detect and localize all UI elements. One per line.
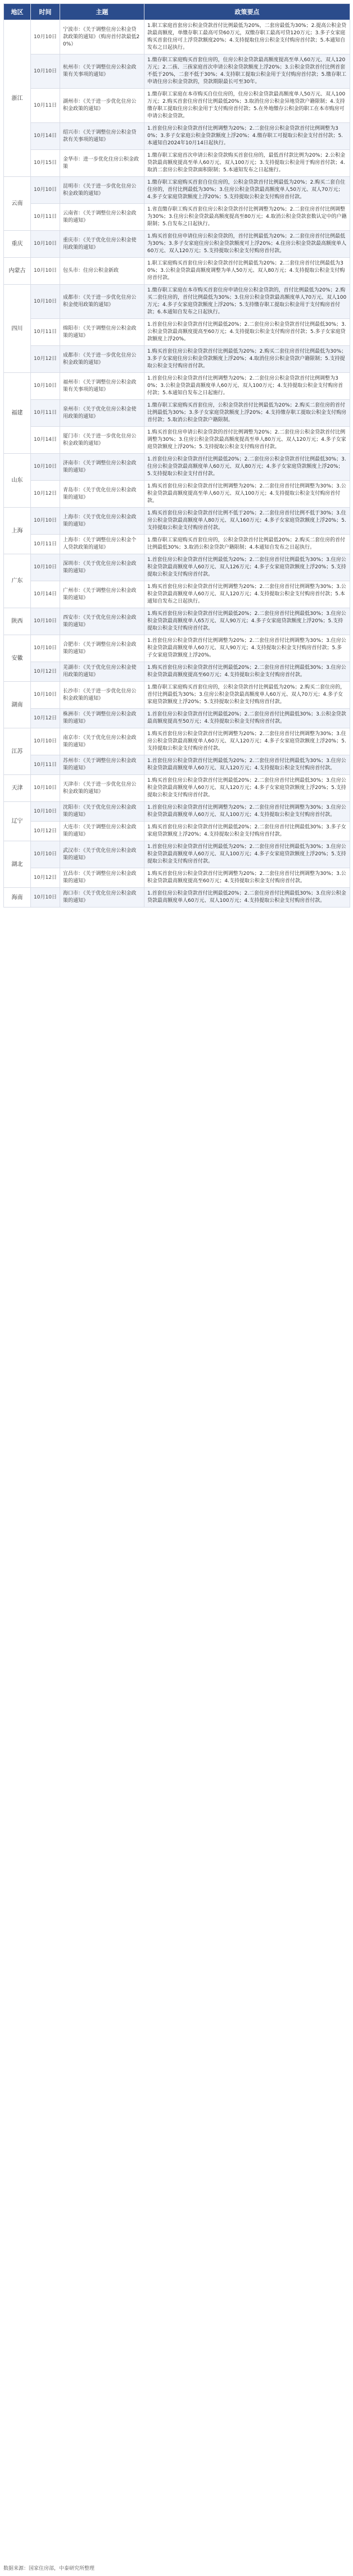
table-row [4,258,350,285]
theme-cell: 长沙市：《关于进一步优化住房公积金政策的通知》 [60,682,144,709]
content-cell: 1.缴存职工家庭购买首套住房的，公积金贷款首付比例最低20%；2.购买二套住房的首付比例最低30%；3.取消公积金贷款户籍限制；4.本通知自发布之日起执行。 [144,535,350,554]
content-cell: 1.首套住房公积金贷款首付比例最低为20%；2.二套住房首付比例最低为30%；3.住房公积金贷款最高额度单人60万元、双人120万元；4.支持提取公积金支付购房首付款。 [144,755,350,775]
table-row [4,662,350,682]
table-row [4,608,350,635]
content-cell: 1.购买首套住房公积金贷款首付比例最低20%；2.二套住房首付比例最低30%；3.多子女家庭贷款额度上浮20%；4.支持提取公积金支付购房首付款。 [144,822,350,841]
content-cell: 1.首套住房公积金贷款首付比例调整为20%；2.二套住房首付比例调整为30%；3.住房公积金贷款最高额度单人60万元、双人90万元；4.支持提取公积金支付购房首付款；5.多子女家庭贷款额度上浮20%。 [144,635,350,662]
region-cell: 浙江 [4,20,31,177]
date-cell: 10月11日 [31,755,60,775]
table-body [4,20,350,908]
table-row [4,150,350,177]
theme-cell: 泉州市：《关于优化住房公积金使用政策的通知》 [60,400,144,427]
date-cell: 10月10日 [31,682,60,709]
region-cell: 天津 [4,775,31,802]
region-cell: 陕西 [4,608,31,635]
table-row [4,373,350,400]
table-row [4,802,350,822]
table-row [4,400,350,427]
content-cell: 1.缴存职工家庭在本市购买首套住房申请住房公积金贷款的，首付比例最低为20%；2.购买二套住房的，首付比例最低为30%；3.住房公积金贷款最高额度单人70万元、双人100万元；4.多子女家庭贷款额度上浮20%；5.支持缴存职工提取公积金用于支付购房首付款；6.本通知自发布之日起执行。 [144,285,350,319]
content-cell: 1.购买首套住房公积金贷款首付比例最低20%；2.二套住房首付比例最低30%；3.住房公积金贷款最高额度单人65万元、双人90万元；4.多子女家庭贷款额度上浮20%；5.支持提取公积金支付购房首付款。 [144,608,350,635]
content-cell: 1.首套住房公积金贷款首付比例最低为20%；2.二套住房首付比例最低为30%；3.住房公积金贷款最高额度单人60万元、双人126万元；4.多子女家庭贷款额度上浮20%；5.支持提取公积金支付购房首付款。 [144,554,350,581]
theme-cell: 绍兴市：《关于调整住房公积金贷款有关事项的通知》 [60,123,144,150]
date-cell: 10月11日 [31,400,60,427]
table-row [4,20,350,54]
table-row [4,728,350,755]
header-date: 时间 [31,4,60,20]
date-cell: 10月10日 [31,231,60,258]
table-row [4,319,350,346]
source-note: 数据来源：国家住房部，中泰研究所整理 [3,2566,95,2572]
theme-cell: 上海市：《关于优化住房公积金政策的通知》 [60,508,144,535]
date-cell: 10月12日 [31,868,60,888]
theme-cell: 南京市：《关于优化住房公积金政策的通知》 [60,728,144,755]
theme-cell: 上海市：《关于调整住房公积金个人贷款政策的通知》 [60,535,144,554]
date-cell: 10月10日 [31,635,60,662]
date-cell: 10月10日 [31,554,60,581]
table-row [4,709,350,728]
content-cell: 1.购买首套住房公积金贷款首付比例最低20%；2.二套住房首付比例最低30%；3.住房公积金贷款最高额度单人60万元、双人120万元；4.多子女家庭贷款额度上浮20%；5.支持提取公积金支付购房首付款。 [144,775,350,802]
content-cell: 1.首套住房公积金贷款首付比例调整为20%；2.二套住房首付比例调整为30%；3.住房公积金贷款最高额度单人60万元、双人100万元；4.支持提取公积金支付购房首付款。 [144,802,350,822]
date-cell: 10月10日 [31,54,60,89]
table-row [4,554,350,581]
content-cell: 1.缴存职工家庭购买首套住房的，公积金贷款首付比例最低为20%；2.购买二套住房的，首付比例最低为30%；3.住房公积金贷款最高额度单人60万元、双人70万元；4.多子女家庭贷款额度上浮20%；5.支持提取公积金支付购房首付款。 [144,682,350,709]
date-cell: 10月11日 [31,319,60,346]
content-cell: 1.首套住房公积金贷款首付比例最低为20%；2.二套住房首付比例最低为30%；3.住房公积金贷款最高额度单人60万元、双人100万元；4.多子女家庭贷款额度上浮20%；5.支持提取公积金支付购房首付款。 [144,841,350,868]
theme-cell: 海口市：《关于优化住房公积金政策的通知》 [60,888,144,908]
date-cell: 10月10日 [31,20,60,54]
date-cell: 10月10日 [31,775,60,802]
date-cell: 10月14日 [31,427,60,454]
content-cell: 1.缴存职工家庭购买首套住房的，住房公积金贷款最高额度提高至单人60万元、双人120万元；2.二孩、三孩家庭首次申请公积金贷款额度上浮20%；3.公积金贷款首付比例首套不低于20%，二套不低于30%；4.支持职工提取公积金用于支付购房首付款；5.缴存职工申请住房公积金贷款的，贷款期限最长可至30年。 [144,54,350,89]
theme-cell: 成都市：《关于进一步优化住房公积金使用政策的通知》 [60,285,144,319]
region-cell: 湖南 [4,682,31,728]
content-cell: 1.购买首套住房公积金贷款首付比例最低为20%；2.购买二套住房首付比例最低为30%；3.多子女家庭住房公积金贷款额度上浮20%；4.取消住房公积金贷款户籍限制；5.支持提取公积金支付购房首付款。 [144,346,350,373]
content-cell: 1.缴存职工家庭首次申请公积金贷款购买首套住房的，最低首付款比例为20%；2.公积金贷款最高额度提高至单人60万元、双人100万元；3.支持提取公积金用于购房首付款；4.取消二套房公积金贷款面积限制；5.本通知发布之日起施行。 [144,150,350,177]
date-cell: 10月12日 [31,662,60,682]
theme-cell: 济南市：《关于调整住房公积金政策的通知》 [60,454,144,481]
theme-cell: 宁波市：《关于调整住房公积金贷款政策的通知》（购房首付款最低20%） [60,20,144,54]
header-region: 地区 [4,4,31,20]
table-row [4,204,350,231]
theme-cell: 苏州市：《关于调整住房公积金政策的通知》 [60,755,144,775]
table-row [4,775,350,802]
content-cell: 1.购买首套住房公积金贷款首付比例调整为20%；2.二套住房首付比例调整为30%；3.公积金贷款最高额度提高至单人60万元、双人100万元；4.支持提取公积金支付购房首付款。 [144,481,350,508]
theme-cell: 绵阳市：《关于调整住房公积金政策的通知》 [60,319,144,346]
content-cell: 1.首套住房公积金贷款首付比例最低20%；2.二套住房首付比例最低30%；3.住房公积金贷款最高额度单人60万元、双人100万元；4.支持提取公积金支付购房首付款。 [144,888,350,908]
content-cell: 1.缴存职工家庭购买首套自住住房的，公积金贷款首付比例最低为20%；2.购买二套自住住房的，首付比例最低为30%；3.住房公积金贷款最高额度单人50万元、双人70万元；4.多子女家庭贷款额度上浮20%；5.支持提取公积金支付购房首付款。 [144,177,350,204]
theme-cell: 包头市：住房公积金新政 [60,258,144,285]
table-row [4,841,350,868]
theme-cell: 重庆市：《关于优化住房公积金使用政策的通知》 [60,231,144,258]
table-row [4,454,350,481]
header-theme: 主题 [60,4,144,20]
date-cell: 10月10日 [31,888,60,908]
date-cell: 10月10日 [31,258,60,285]
date-cell: 10月10日 [31,841,60,868]
table-row [4,822,350,841]
table-row [4,888,350,908]
theme-cell: 金华市：进一步优化住房公积金政策 [60,150,144,177]
table-row [4,481,350,508]
table-row [4,755,350,775]
region-cell: 山东 [4,454,31,508]
theme-cell: 宜昌市：《关于调整住房公积金政策的通知》 [60,868,144,888]
table-row [4,635,350,662]
date-cell: 10月12日 [31,481,60,508]
region-cell: 云南 [4,177,31,231]
theme-cell: 昆明市：《关于进一步优化住房公积金政策的通知》 [60,177,144,204]
region-cell: 江苏 [4,728,31,775]
date-cell: 10月10日 [31,177,60,204]
table-row [4,682,350,709]
content-cell: 1.购买首套住房公积金贷款首付比例调整为20%；2.二套住房首付比例调整为30%；3.公积金贷款最高额度单人60万元、双人120万元；4.支持提取公积金支付购房首付款；5.本通知自发布之日起执行。 [144,581,350,608]
theme-cell: 芜湖市：《关于优化住房公积金使用政策的通知》 [60,662,144,682]
theme-cell: 天津市：《关于进一步优化住房公积金政策的通知》 [60,775,144,802]
table-row [4,285,350,319]
region-cell: 四川 [4,285,31,373]
theme-cell: 云南省：《关于调整住房公积金政策的通知》 [60,204,144,231]
header-content: 政策要点 [144,4,350,20]
date-cell: 10月12日 [31,822,60,841]
table-header-row [4,4,350,20]
content-cell: 1.职工家庭首套房公积金贷款首付比例最低为20%，二套房最低为30%；2.提高公积金贷款最高额度，单缴存职工最高可贷60万元，双缴存职工最高可贷120万元；3.多子女家庭购买首套住房可上浮贷款额度20%；4.支持提取住房公积金支付购房首付款；5.本通知自发布之日起执行。 [144,20,350,54]
content-cell: 1.缴存职工家庭购买首套住房，公积金贷款首付比例最低为20%；2.购买二套住房的首付比例最低为30%；3.多子女家庭贷款额度上浮20%；4.支持缴存职工提取公积金支付购房首付款；5.取消公积金贷款户籍限制。 [144,400,350,427]
date-cell: 10月10日 [31,802,60,822]
table-row [4,508,350,535]
content-cell: 1.首套住房公积金贷款首付比例最低20%；2.二套住房公积金贷款首付比例最低30%；3.住房公积金贷款最高额度单人60万元、双人80万元；4.多子女家庭贷款额度上浮20%；5.支持提取公积金支付首付款。 [144,454,350,481]
date-cell: 10月10日 [31,608,60,635]
region-cell: 安徽 [4,635,31,682]
theme-cell: 西安市：《关于优化住房公积金政策的通知》 [60,608,144,635]
date-cell: 10月14日 [31,581,60,608]
region-cell: 内蒙古 [4,258,31,285]
date-cell: 10月11日 [31,89,60,123]
date-cell: 10月11日 [31,535,60,554]
theme-cell: 成都市：《关于进一步优化住房公积金政策的通知》 [60,346,144,373]
table-row [4,346,350,373]
content-cell: 1.购买首套住房申请公积金贷款的首付比例调整为20%；2.二套住房公积金贷款首付比例调整为30%；3.住房公积金贷款最高额度提高至单人80万元、双人120万元；4.多子女家庭贷款额度上浮20%；5.支持提取公积金支付购房首付款。 [144,427,350,454]
date-cell: 10月12日 [31,709,60,728]
theme-cell: 福州市：《关于调整住房公积金政策有关事项的通知》 [60,373,144,400]
theme-cell: 杭州市：《关于调整住房公积金政策有关事项的通知》 [60,54,144,89]
theme-cell: 广州市：《关于调整住房公积金政策的通知》 [60,581,144,608]
date-cell: 10月15日 [31,150,60,177]
content-cell: 1.首套住房公积金贷款首付比例最低20%；2.二套住房首付比例最低30%；3.公积金贷款最高额度提高至50万元；4.支持提取公积金支付购房首付款。 [144,709,350,728]
region-cell: 广东 [4,554,31,608]
date-cell: 10月10日 [31,728,60,755]
region-cell: 湖北 [4,841,31,888]
theme-cell: 武汉市：《关于优化住房公积金政策的通知》 [60,841,144,868]
content-cell: 1.购买首套住房公积金贷款首付比例最低20%；2.二套住房首付比例最低30%；3.住房公积金贷款最高额度提高至60万元；4.支持提取公积金支付购房首付款。 [144,662,350,682]
table-row [4,123,350,150]
content-cell: 1.首套住房公积金贷款首付比例调整为20%；2.二套住房公积金贷款首付比例调整为30%；3.公积金贷款最高额度单人60万元、双人100万元；4.支持提取公积金支付购房首付款；5.本通知自发布之日起施行。 [144,373,350,400]
date-cell: 10月10日 [31,454,60,481]
content-cell: 1.购买首套住房公积金贷款首付比例调整为20%；2.二套住房首付比例调整为30%；3.住房公积金贷款最高额度单人60万元、双人120万元；4.多子女家庭贷款额度上浮20%；5.支持提取公积金支付购房首付款。 [144,728,350,755]
content-cell: 1.首套住房公积金贷款首付比例最低20%；2.二套住房公积金贷款首付比例最低30%；3.公积金贷款最高额度提高至60万元；4.支持提取公积金支付购房首付款；5.多子女家庭贷款额度上浮20%。 [144,319,350,346]
region-cell: 福建 [4,373,31,454]
theme-cell: 湖州市：《关于进一步优化住房公积金政策的通知》 [60,89,144,123]
region-cell: 上海 [4,508,31,554]
table-row [4,177,350,204]
content-cell: 1.职工家庭购买首套住房公积金贷款首付比例最低为20%；2.二套住房首付比例最低为30%；3.公积金贷款最高额度调整为单人50万元、双人80万元；4.支持提取公积金支付购房首付款。 [144,258,350,285]
table-row [4,535,350,554]
content-cell: 1.购买首套住房公积金贷款首付比例不低于20%；2.二套住房首付比例不低于30%；3.住房公积金贷款最高额度单人80万元、双人160万元；4.多子女家庭贷款额度上浮20%；5.支持提取公积金支付购房首付款。 [144,508,350,535]
content-cell: 1.购买首套住房申请住房公积金贷款的，首付比例最低为20%；2.二套住房首付比例最低为30%；3.多子女家庭住房公积金贷款额度可上浮20%；4.住房公积金贷款最高额度单人60万元、双人120万元；5.支持提取公积金支付购房首付款。 [144,231,350,258]
date-cell: 10月11日 [31,204,60,231]
date-cell: 10月10日 [31,373,60,400]
theme-cell: 合肥市：《关于调整住房公积金政策的通知》 [60,635,144,662]
theme-cell: 株洲市：《关于调整住房公积金政策的通知》 [60,709,144,728]
content-cell: 1.首套住房公积金贷款首付比例调整为20%；2.二套住房公积金贷款首付比例调整为30%；3.多子女家庭公积金贷款额度上浮20%；4.缴存职工可提取公积金支付首付款；5.本通知自2024年10月14日起执行。 [144,123,350,150]
table-row [4,54,350,89]
date-cell: 10月14日 [31,123,60,150]
table-row [4,427,350,454]
table-row [4,231,350,258]
content-cell: 1.缴存职工家庭在本市购买自住住房的，住房公积金贷款最高额度单人50万元、双人100万元；2.购买首套住房首付比例最低20%；3.取消住房公积金异地贷款户籍限制；4.支持缴存职工提取住房公积金用于支付购房首付款；5.在外地缴存公积金的职工在本市购房可申请公积金贷款。 [144,89,350,123]
region-cell: 海南 [4,888,31,908]
content-cell: 1.省直缴存职工购买首套住房公积金贷款首付比例调整为20%；2.二套住房首付比例调整为30%；3.住房公积金贷款最高额度提高至80万元；4.取消公积金贷款套数认定中的户籍限制；5.自发布之日起执行。 [144,204,350,231]
date-cell: 10月10日 [31,285,60,319]
theme-cell: 青岛市：《关于优化住房公积金政策的通知》 [60,481,144,508]
date-cell: 10月12日 [31,346,60,373]
theme-cell: 沈阳市：《关于优化住房公积金政策的通知》 [60,802,144,822]
region-cell: 辽宁 [4,802,31,841]
table-row [4,868,350,888]
table-row [4,89,350,123]
table-row [4,581,350,608]
content-cell: 1.购买首套住房公积金贷款首付比例调整为20%；2.二套住房首付比例调整为30%；3.公积金贷款最高额度提高至60万元；4.支持提取公积金支付购房首付款。 [144,868,350,888]
theme-cell: 厦门市：《关于进一步优化住房公积金政策的通知》 [60,427,144,454]
theme-cell: 深圳市：《关于优化住房公积金政策的通知》 [60,554,144,581]
date-cell: 10月10日 [31,508,60,535]
theme-cell: 大连市：《关于调整住房公积金政策的通知》 [60,822,144,841]
policy-table [3,3,350,908]
region-cell: 重庆 [4,231,31,258]
